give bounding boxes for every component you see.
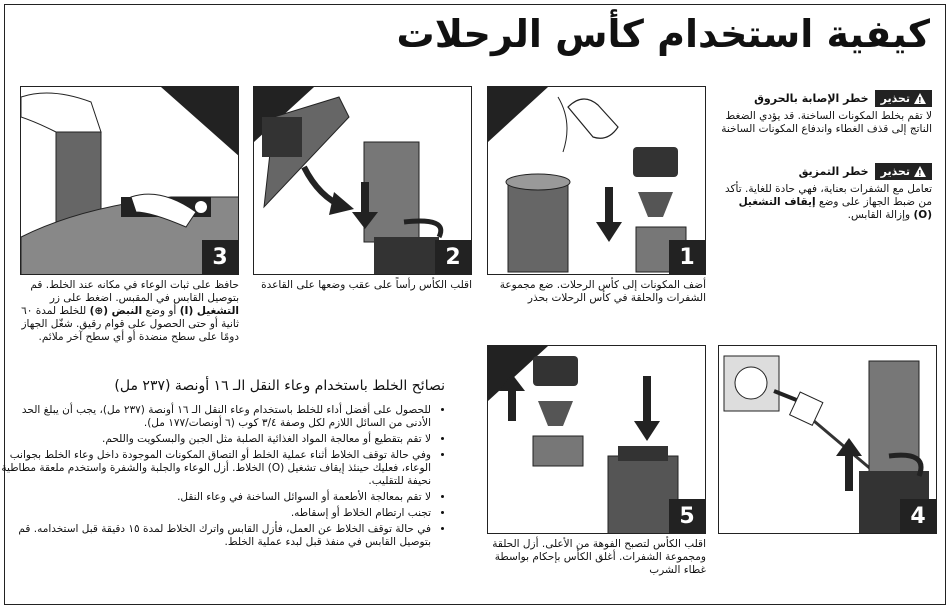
step-number: 2 [435,240,471,274]
warning-label: ! تحذير [875,163,932,180]
laceration-warning [717,163,932,222]
page-title: كيفية استخدام كأس الرحلات [396,12,930,56]
warning-subtitle: خطر التمزيق [798,165,869,178]
step-3-panel [20,86,239,275]
list-item: • لا تقم بتقطيع أو معالجة المواد الغذائية الصلبة مثل الجبن والبسكويت واللحم. [1,433,431,446]
up-arrow-icon [845,456,853,491]
list-item: • لا تقم بمعالجة الأطعمة أو السوائل الساخنة في وعاء النقل. [1,491,431,504]
step-number: 5 [669,499,705,533]
list-item: • وفي حالة توقف الخلاط أثناء عملية الخلط أو التصاق المكونات الموجودة داخل وعاء الخلط بجوانب الوعاء، فعليك حينئذ إيقاف تشغيل (O) الخلاط. أزل الوعاء والجلبة والشفرة واستخدم ملعقة مطاطية نحيفة للتقليب. [1,449,431,488]
warning-text: لا تقم بخلط المكونات الساخنة. قد يؤدي الضغط الناتج إلى قذف الغطاء واندفاع المكونات الساخنة [721,110,932,135]
rotate-arrow-icon [329,192,354,215]
step-5-panel [487,345,706,534]
step-1-panel [487,86,706,275]
list-item: • في حالة توقف الخلاط عن العمل، فأزل القابس واترك الخلاط لمدة ١٥ دقيقة قبل استخدامه. قم بتوصيل القابس في منفذ قبل لبدء عملية الخلط. [1,523,431,549]
warning-text: تعامل مع الشفرات بعناية، فهي حادة للغاية. تأكد من ضبط الجهاز على وضع إيقاف التشغيل (O) وإزالة القابس. [725,183,932,221]
warning-triangle-icon: ! [914,166,926,177]
step-4-panel [718,345,937,534]
down-arrow-icon [643,376,651,421]
down-arrow-icon [605,187,613,222]
step-number: 1 [669,240,705,274]
tips-list [1,404,445,552]
list-item: • تجنب ارتطام الخلاط أو إسقاطه. [1,507,431,520]
step-3-caption: حافظ على ثبات الوعاء في مكانه عند الخلط. قم بتوصيل القابس في المقبس. اضغط على زر التشغيل (I) أو وضع النبض (⊕) للخلط لمدة ٦٠ ثانية أو حتى الحصول على قوام رقيق. شغّل الجهاز دومًا على سطح منضدة أو أي سطح آخر ملائم. [21,279,239,343]
warning-triangle-icon: ! [914,93,926,104]
warning-label: ! تحذير [875,90,932,107]
step-number: 4 [900,499,936,533]
step-2-panel [253,86,472,275]
down-arrow-icon [361,182,369,212]
list-item: • للحصول على أفضل أداء للخلط باستخدام وعاء النقل الـ ١٦ أونصة (٢٣٧ مل)، يجب أن يبلغ الحد الأدنى من السائل اللازم لكل وصفة ٣/٤ كوب (٦ أونصات/١٧٧ مل). [1,404,431,430]
step-2-caption: اقلب الكأس رأساً على عقب وضعها على القاعدة [261,279,472,291]
burn-warning [717,90,932,136]
burn-warning-header [717,90,932,107]
step-1-caption: أضف المكونات إلى كأس الرحلات. ضع مجموعة الشفرات والحلقة في كأس الرحلات بحذر [499,279,706,304]
warning-subtitle: خطر الإصابة بالحروق [754,92,869,105]
up-arrow-icon [508,391,516,421]
laceration-warning-header [717,163,932,180]
tips-title: نصائح الخلط باستخدام وعاء النقل الـ ١٦ أونصة (٢٣٧ مل) [114,378,445,394]
step-number: 3 [202,240,238,274]
step-5-caption: اقلب الكأس لتصبح الفوهة من الأعلى. أزل الحلقة ومجموعة الشفرات. أغلق الكأس بإحكام بواسطة غطاء الشرب [492,538,706,576]
